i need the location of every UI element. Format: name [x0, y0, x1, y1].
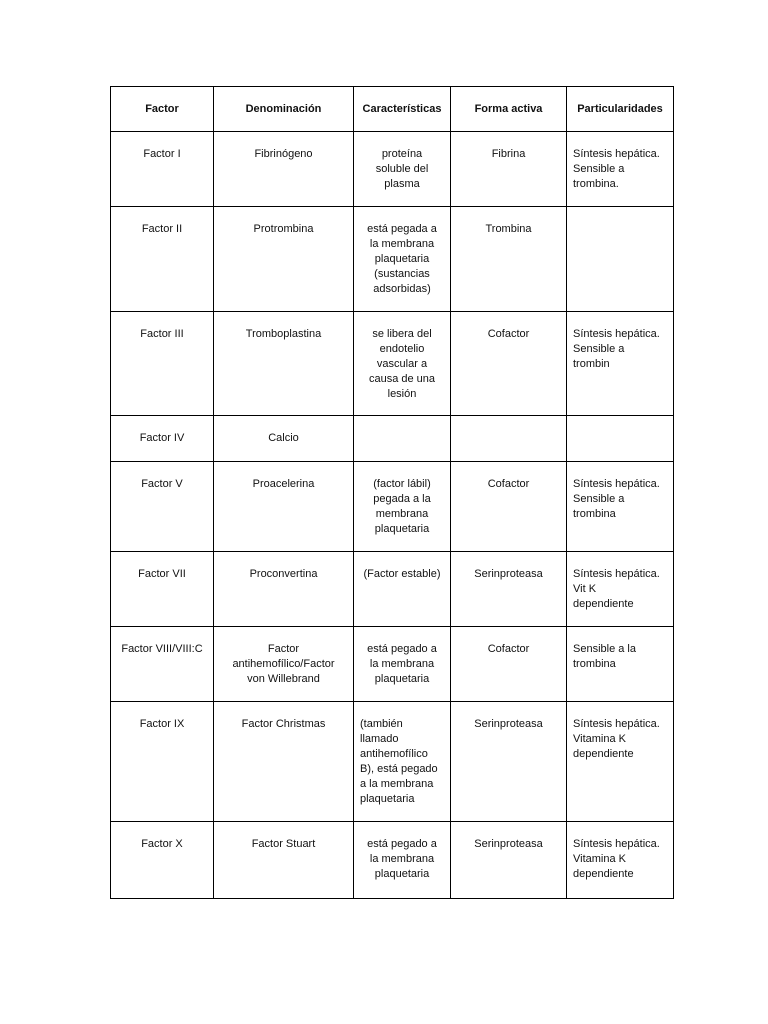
cell-particularidades: Síntesis hepática. Vitamina K dependiente	[567, 822, 674, 899]
cell-factor: Factor II	[111, 207, 214, 312]
cell-caracteristicas: (factor lábil) pegada a la membrana plaquetaria	[354, 462, 451, 552]
header-denominacion: Denominación	[214, 87, 354, 132]
table-row	[111, 462, 674, 552]
cell-factor: Factor IV	[111, 416, 214, 462]
table-row	[111, 822, 674, 899]
cell-denominacion: Calcio	[214, 416, 354, 462]
cell-factor: Factor X	[111, 822, 214, 899]
cell-caracteristicas: (Factor estable)	[354, 552, 451, 627]
cell-forma-activa: Cofactor	[451, 462, 567, 552]
cell-caracteristicas	[354, 416, 451, 462]
cell-forma-activa: Serinproteasa	[451, 822, 567, 899]
cell-denominacion: Factor antihemofílico/Factor von Willebrand	[214, 627, 354, 702]
coagulation-factors-table	[110, 86, 674, 899]
cell-particularidades: Sensible a la trombina	[567, 627, 674, 702]
cell-caracteristicas: está pegada a la membrana plaquetaria (sustancias adsorbidas)	[354, 207, 451, 312]
cell-caracteristicas: está pegado a la membrana plaquetaria	[354, 627, 451, 702]
table-row	[111, 312, 674, 416]
cell-denominacion: Fibrinógeno	[214, 132, 354, 207]
table-row	[111, 416, 674, 462]
table-header-row	[111, 87, 674, 132]
header-factor: Factor	[111, 87, 214, 132]
cell-forma-activa: Cofactor	[451, 627, 567, 702]
cell-factor: Factor III	[111, 312, 214, 416]
header-forma-activa: Forma activa	[451, 87, 567, 132]
cell-caracteristicas: se libera del endotelio vascular a causa de una lesión	[354, 312, 451, 416]
cell-particularidades: Síntesis hepática. Sensible a trombina	[567, 462, 674, 552]
table-row	[111, 207, 674, 312]
table-row	[111, 702, 674, 822]
cell-caracteristicas: está pegado a la membrana plaquetaria	[354, 822, 451, 899]
cell-denominacion: Proconvertina	[214, 552, 354, 627]
cell-denominacion: Factor Stuart	[214, 822, 354, 899]
table-row	[111, 132, 674, 207]
cell-particularidades: Síntesis hepática. Sensible a trombin	[567, 312, 674, 416]
cell-particularidades	[567, 416, 674, 462]
cell-denominacion: Factor Christmas	[214, 702, 354, 822]
cell-forma-activa	[451, 416, 567, 462]
cell-denominacion: Protrombina	[214, 207, 354, 312]
cell-denominacion: Tromboplastina	[214, 312, 354, 416]
cell-factor: Factor IX	[111, 702, 214, 822]
cell-particularidades: Síntesis hepática. Vit K dependiente	[567, 552, 674, 627]
cell-forma-activa: Fibrina	[451, 132, 567, 207]
cell-particularidades	[567, 207, 674, 312]
cell-factor: Factor I	[111, 132, 214, 207]
cell-denominacion: Proacelerina	[214, 462, 354, 552]
cell-caracteristicas: proteína soluble del plasma	[354, 132, 451, 207]
cell-forma-activa: Serinproteasa	[451, 552, 567, 627]
cell-forma-activa: Trombina	[451, 207, 567, 312]
cell-caracteristicas: (también llamado antihemofílico B), está pegado a la membrana plaquetaria	[354, 702, 451, 822]
table-row	[111, 552, 674, 627]
cell-factor: Factor V	[111, 462, 214, 552]
header-caracteristicas: Características	[354, 87, 451, 132]
table-row	[111, 627, 674, 702]
cell-particularidades: Síntesis hepática. Sensible a trombina.	[567, 132, 674, 207]
cell-forma-activa: Cofactor	[451, 312, 567, 416]
cell-forma-activa: Serinproteasa	[451, 702, 567, 822]
cell-particularidades: Síntesis hepática. Vitamina K dependiente	[567, 702, 674, 822]
cell-factor: Factor VII	[111, 552, 214, 627]
cell-factor: Factor VIII/VIII:C	[111, 627, 214, 702]
header-particularidades: Particularidades	[567, 87, 674, 132]
